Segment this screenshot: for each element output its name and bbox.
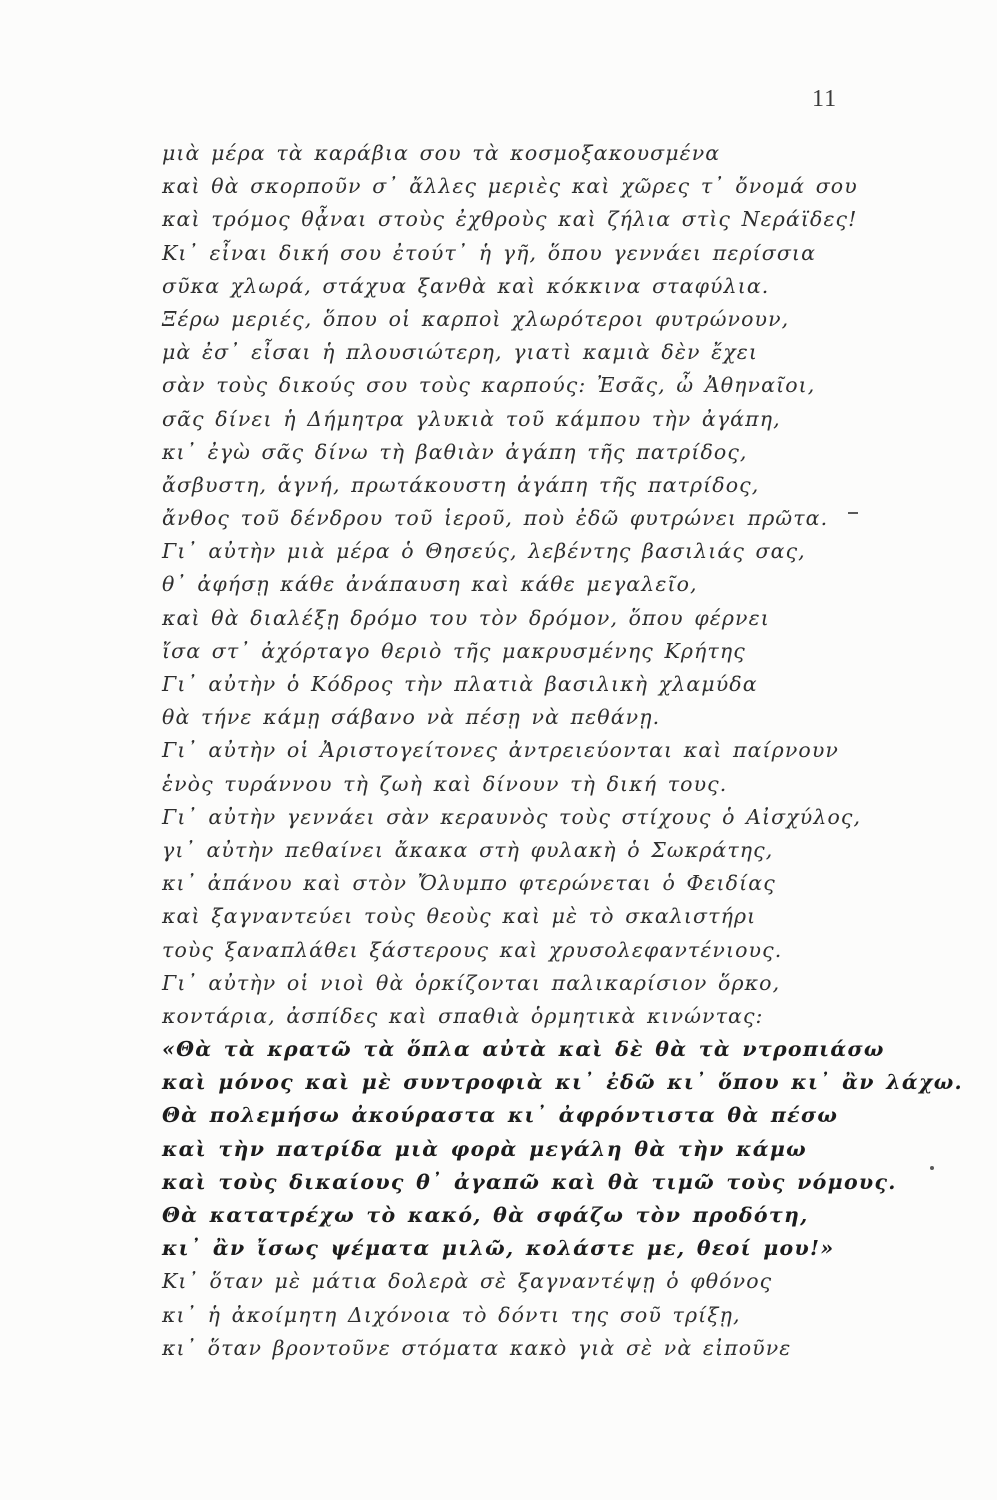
poem-line: κι᾿ ἐγὼ σᾶς δίνω τὴ βαθιὰν ἀγάπη τῆς πατρίδος, — [162, 439, 748, 464]
poem-line: καὶ θὰ διαλέξῃ δρόμο του τὸν δρόμον, ὅπου φέρνει — [162, 605, 770, 630]
poem-text — [162, 137, 963, 1365]
poem-line: ἄσβυστη, ἁγνή, πρωτάκουστη ἀγάπη τῆς πατρίδος, — [162, 472, 760, 497]
poem-line: Γι᾿ αὐτὴν ὁ Κόδρος τὴν πλατιὰ βασιλικὴ χλαμύδα — [162, 672, 758, 696]
poem-line: θὰ τήνε κάμῃ σάβανο νὰ πέσῃ νὰ πεθάνῃ. — [162, 705, 661, 730]
page-number: 11 — [812, 86, 838, 112]
margin-dash-mark — [848, 512, 858, 514]
poem-line: Ξέρω μεριές, ὅπου οἱ καρποὶ χλωρότεροι φυτρώνουν, — [162, 306, 790, 331]
poem-line: Κι᾿ εἶναι δική σου ἐτούτ᾿ ἡ γῆ, ὅπου γεννάει περίσσια — [162, 240, 817, 265]
poem-line: σὰν τοὺς δικούς σου τοὺς καρπούς: Ἐσᾶς, ὦ Ἀθηναῖοι, — [162, 373, 816, 398]
poem-line: «Θὰ τὰ κρατῶ τὰ ὅπλα αὐτὰ καὶ δὲ θὰ τὰ ντροπιάσω — [162, 1037, 885, 1062]
poem-line: Θὰ πολεμήσω ἀκούραστα κι᾿ ἀφρόντιστα θὰ πέσω — [162, 1103, 839, 1128]
poem-line: κοντάρια, ἀσπίδες καὶ σπαθιὰ ὁρμητικὰ κινώντας: — [162, 1003, 764, 1028]
margin-dot-mark — [930, 1166, 934, 1170]
poem-line: θ᾿ ἀφήσῃ κάθε ἀνάπαυση καὶ κάθε μεγαλεῖο, — [162, 572, 698, 597]
poem-line: καὶ μόνος καὶ μὲ συντροφιὰ κι᾿ ἐδῶ κι᾿ ὅπου κι᾿ ἂν λάχω. — [162, 1070, 963, 1095]
poem-line: γι᾿ αὐτὴν πεθαίνει ἄκακα στὴ φυλακὴ ὁ Σωκράτης, — [162, 837, 774, 862]
poem-line: σᾶς δίνει ἡ Δήμητρα γλυκιὰ τοῦ κάμπου τὴν ἀγάπη, — [162, 406, 781, 431]
poem-line: ἑνὸς τυράννου τὴ ζωὴ καὶ δίνουν τὴ δική τους. — [162, 771, 728, 796]
poem-line: καὶ τὴν πατρίδα μιὰ φορὰ μεγάλη θὰ τὴν κάμω — [162, 1136, 807, 1161]
poem-line: Γι᾿ αὐτὴν οἱ Ἀριστογείτονες ἀντρειεύονται καὶ παίρνουν — [162, 738, 839, 763]
poem-line: Θὰ κατατρέχω τὸ κακό, θὰ σφάζω τὸν προδότη, — [162, 1203, 809, 1227]
poem-line: σῦκα χλωρά, στάχυα ξανθὰ καὶ κόκκινα σταφύλια. — [162, 273, 770, 298]
poem-line: τοὺς ξαναπλάθει ξάστερους καὶ χρυσολεφαντένιους. — [162, 937, 783, 962]
poem-line: καὶ θὰ σκορποῦν σ᾿ ἄλλες μεριὲς καὶ χῶρες τ᾿ ὄνομά σου — [162, 174, 858, 199]
poem-line: καὶ ξαγναντεύει τοὺς θεοὺς καὶ μὲ τὸ σκαλιστήρι — [162, 904, 757, 929]
poem-line: Γι᾿ αὐτὴν οἱ νιοὶ θὰ ὁρκίζονται παλικαρίσιον ὅρκο, — [162, 970, 781, 995]
poem-line: Κι᾿ ὅταν μὲ μάτια δολερὰ σὲ ξαγναντέψῃ ὁ φθόνος — [162, 1269, 773, 1294]
poem-line: ἴσα στ᾿ ἀχόρταγο θεριὸ τῆς μακρυσμένης Κρήτης — [162, 638, 746, 663]
poem-line: κι᾿ ἡ ἀκοίμητη Διχόνοια τὸ δόντι της σοῦ τρίξῃ, — [162, 1302, 741, 1327]
poem-line: μιὰ μέρα τὰ καράβια σου τὰ κοσμοξακουσμένα — [162, 141, 721, 165]
poem-line: Γι᾿ αὐτὴν μιὰ μέρα ὁ Θησεύς, λεβέντης βασιλιάς σας, — [162, 539, 806, 564]
poem-line: καὶ τοὺς δικαίους θ᾿ ἀγαπῶ καὶ θὰ τιμῶ τοὺς νόμους. — [162, 1169, 897, 1194]
poem-line: κι᾿ ἀπάνου καὶ στὸν Ὄλυμπο φτερώνεται ὁ Φειδίας — [162, 871, 776, 896]
poem-line: μὰ ἐσ᾿ εἶσαι ἡ πλουσιώτερη, γιατὶ καμιὰ δὲν ἔχει — [162, 340, 759, 365]
poem-line: Γι᾿ αὐτὴν γεννάει σὰν κεραυνὸς τοὺς στίχους ὁ Αἰσχύλος, — [162, 804, 862, 829]
poem-line: καὶ τρόμος θᾆναι στοὺς ἐχθροὺς καὶ ζήλια στὶς Νεράϊδες! — [162, 207, 858, 232]
poem-line: κι᾿ ἂν ἴσως ψέματα μιλῶ, κολάστε με, θεοί μου!» — [162, 1236, 835, 1261]
poem-line: ἄνθος τοῦ δένδρου τοῦ ἱεροῦ, ποὺ ἐδῶ φυτρώνει πρῶτα. — [162, 506, 829, 531]
poem-line: κι᾿ ὅταν βροντοῦνε στόματα κακὸ γιὰ σὲ νὰ εἰποῦνε — [162, 1335, 792, 1360]
